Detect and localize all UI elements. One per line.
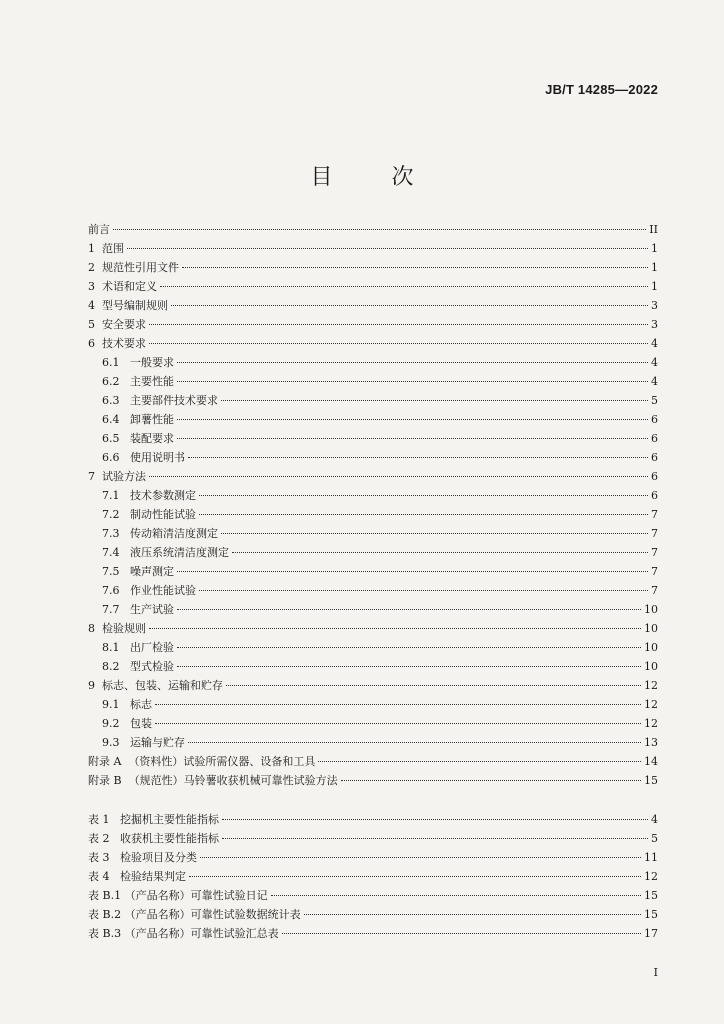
toc-entry-title: 检验项目及分类 (120, 851, 197, 864)
toc-entry-title: 检验规则 (102, 622, 146, 635)
toc-entry-page: 10 (644, 622, 658, 635)
toc-entry-title: 标志 (129, 698, 152, 711)
toc-entry[interactable] (88, 752, 658, 771)
toc-entry-title: 装配要求 (129, 432, 174, 445)
toc-entry-title: 制动性能试验 (129, 508, 196, 521)
toc-entry-page: 4 (651, 337, 658, 350)
toc-entry-title: 范围 (102, 242, 124, 255)
toc-entry[interactable] (88, 524, 658, 543)
toc-entry[interactable] (88, 429, 658, 448)
dot-leader (177, 381, 648, 382)
dot-leader (199, 590, 648, 591)
dot-leader (149, 476, 648, 477)
toc-entry-title: 术语和定义 (102, 280, 157, 293)
toc-entry[interactable] (88, 638, 658, 657)
toc-entry[interactable] (88, 486, 658, 505)
toc-entry-page: 3 (651, 299, 658, 312)
toc-entry-page: 12 (644, 717, 658, 730)
toc-entry-number: 6.5 (102, 432, 130, 445)
dot-leader (226, 685, 641, 686)
toc-entry-page: 15 (644, 908, 658, 921)
toc-entry-title: 噪声测定 (129, 565, 174, 578)
toc-entry-number: 9.3 (102, 736, 130, 749)
toc-entry-number: 6.4 (102, 413, 130, 426)
toc-entry-number: 2 (88, 261, 102, 274)
toc-entry[interactable] (88, 410, 658, 429)
toc-entry-page: 3 (651, 318, 658, 331)
toc-entry-number: 附录 B (88, 774, 129, 787)
toc-entry-page: 10 (644, 641, 658, 654)
dot-leader (222, 819, 648, 820)
toc-entry[interactable] (88, 315, 658, 334)
toc-entry-number: 8.2 (102, 660, 130, 673)
toc-sections (88, 220, 658, 790)
dot-leader (177, 571, 648, 572)
toc-entry-page: 12 (644, 870, 658, 883)
toc-entry-title: （产品名称）可靠性试验日记 (124, 889, 268, 902)
toc-entry-title: （资料性）试验所需仪器、设备和工具 (128, 755, 316, 768)
toc-entry[interactable] (88, 391, 658, 410)
dot-leader (199, 495, 648, 496)
toc-gap (88, 790, 658, 810)
toc-entry-number: 9.2 (102, 717, 130, 730)
dot-leader (149, 324, 648, 325)
toc-entry-page: 7 (651, 527, 658, 540)
toc-entry-number: 7 (88, 470, 102, 483)
toc-entry-page: 4 (651, 375, 658, 388)
toc-entry-title: 运输与贮存 (129, 736, 185, 749)
dot-leader (221, 533, 648, 534)
toc-entry-number: 8.1 (102, 641, 130, 654)
toc-entry-page: 17 (644, 927, 658, 940)
dot-leader (282, 933, 641, 934)
toc-entry[interactable] (88, 810, 658, 829)
toc-entry-page: 10 (644, 603, 658, 616)
dot-leader (188, 457, 648, 458)
toc-entry-number: 9 (88, 679, 102, 692)
toc-entry-number: 6.2 (102, 375, 130, 388)
toc-entry-page: 7 (651, 546, 658, 559)
toc-entry-title: 挖掘机主要性能指标 (120, 813, 219, 826)
toc-entry-title: 型式检验 (129, 660, 174, 673)
dot-leader (177, 666, 641, 667)
toc-entry[interactable] (88, 505, 658, 524)
dot-leader (177, 609, 641, 610)
toc-entry[interactable] (88, 543, 658, 562)
toc-entry-title: 规范性引用文件 (102, 261, 179, 274)
toc-entry-number: 8 (88, 622, 102, 635)
toc-entry[interactable] (88, 886, 658, 905)
toc-entry-title: 使用说明书 (129, 451, 185, 464)
toc-entry-number: 9.1 (102, 698, 130, 711)
toc-entry-title: （规范性）马铃薯收获机械可靠性试验方法 (128, 774, 338, 787)
toc-entry-title: 作业性能试验 (129, 584, 196, 597)
toc-entry-page: 15 (644, 889, 658, 902)
toc-entry-number: 6.1 (102, 356, 130, 369)
toc-entry-title: 生产试验 (129, 603, 174, 616)
toc-entry-title: 卸薯性能 (129, 413, 174, 426)
dot-leader (155, 704, 641, 705)
toc-entry-number: 7.2 (102, 508, 130, 521)
toc-entry-number: 表 B.1 (88, 889, 125, 902)
toc-entry[interactable] (88, 448, 658, 467)
toc-entry[interactable] (88, 829, 658, 848)
toc-entry-page: 6 (651, 432, 658, 445)
toc-entry-page: 6 (651, 413, 658, 426)
toc-entry-title: 型号编制规则 (102, 299, 168, 312)
toc-entry-title: （产品名称）可靠性试验汇总表 (124, 927, 279, 940)
toc-entry[interactable] (88, 905, 658, 924)
toc-entry-page: 5 (651, 832, 658, 845)
toc-entry-page: 15 (644, 774, 658, 787)
toc-entry[interactable] (88, 848, 658, 867)
toc-entry-number: 表 1 (88, 813, 120, 826)
toc-entry-page: 13 (644, 736, 658, 749)
toc-entry-number: 6.3 (102, 394, 130, 407)
toc-entry-page: II (649, 223, 658, 236)
toc-entry[interactable] (88, 372, 658, 391)
toc-entry-number: 附录 A (88, 755, 129, 768)
dot-leader (149, 628, 641, 629)
dot-leader (188, 742, 641, 743)
toc-entry-title: 收获机主要性能指标 (120, 832, 219, 845)
toc-entry[interactable] (88, 258, 658, 277)
toc-entry-number: 表 4 (88, 870, 120, 883)
toc-entry-number: 7.1 (102, 489, 130, 502)
toc-entry[interactable] (88, 562, 658, 581)
toc-entry-page: 6 (651, 451, 658, 464)
dot-leader (127, 248, 648, 249)
toc-entry[interactable] (88, 277, 658, 296)
toc-entry-number: 表 2 (88, 832, 120, 845)
dot-leader (160, 286, 648, 287)
standard-code: JB/T 14285—2022 (545, 82, 658, 97)
dot-leader (182, 267, 648, 268)
toc-tables-list (88, 810, 658, 943)
toc-entry[interactable] (88, 714, 658, 733)
dot-leader (189, 876, 641, 877)
toc-entry-number: 表 B.3 (88, 927, 125, 940)
toc-entry-number: 3 (88, 280, 102, 293)
dot-leader (113, 229, 646, 230)
toc-entry[interactable] (88, 676, 658, 695)
toc-entry-number: 7.7 (102, 603, 130, 616)
toc-entry-number: 表 3 (88, 851, 120, 864)
toc-entry-title: 安全要求 (102, 318, 146, 331)
toc-entry-page: 7 (651, 565, 658, 578)
toc-entry-page: 4 (651, 356, 658, 369)
dot-leader (271, 895, 641, 896)
toc-entry-number: 6 (88, 337, 102, 350)
toc-entry-title: 技术参数测定 (129, 489, 196, 502)
toc-entry[interactable] (88, 467, 658, 486)
toc-entry[interactable] (88, 695, 658, 714)
toc-entry-number: 7.3 (102, 527, 130, 540)
toc-entry-title: 前言 (88, 223, 110, 236)
dot-leader (200, 857, 641, 858)
toc-entry-title: 检验结果判定 (120, 870, 186, 883)
dot-leader (221, 400, 648, 401)
dot-leader (232, 552, 648, 553)
toc-entry-number: 7.6 (102, 584, 130, 597)
dot-leader (177, 647, 641, 648)
toc-entry-number: 7.5 (102, 565, 130, 578)
toc-entry-title: 包装 (129, 717, 152, 730)
dot-leader (149, 343, 648, 344)
toc-entry-page: 10 (644, 660, 658, 673)
toc-entry-page: 14 (644, 755, 658, 768)
footer-page-number: I (653, 966, 658, 979)
dot-leader (222, 838, 648, 839)
toc-entry-page: 12 (644, 698, 658, 711)
dot-leader (177, 438, 648, 439)
toc-entry-number: 4 (88, 299, 102, 312)
toc-entry-title: 试验方法 (102, 470, 146, 483)
toc-entry-title: 主要部件技术要求 (129, 394, 218, 407)
dot-leader (177, 362, 648, 363)
toc-entry-title: （产品名称）可靠性试验数据统计表 (124, 908, 301, 921)
toc-entry-title: 传动箱清洁度测定 (129, 527, 218, 540)
toc-entry-title: 主要性能 (129, 375, 174, 388)
toc-entry[interactable] (88, 924, 658, 943)
dot-leader (171, 305, 648, 306)
dot-leader (341, 780, 641, 781)
toc-entry-title: 液压系统清洁度测定 (129, 546, 229, 559)
page-title: 目 次 (310, 165, 440, 190)
toc-entry-page: 11 (644, 851, 658, 864)
toc-entry-number: 表 B.2 (88, 908, 125, 921)
toc-entry[interactable] (88, 600, 658, 619)
toc-entry-page: 4 (651, 813, 658, 826)
dot-leader (318, 761, 641, 762)
toc-entry-number: 1 (88, 242, 102, 255)
toc-entry[interactable] (88, 239, 658, 258)
toc-entry-title: 一般要求 (129, 356, 174, 369)
toc-entry[interactable] (88, 733, 658, 752)
table-of-contents (88, 220, 658, 943)
dot-leader (177, 419, 648, 420)
toc-entry-page: 1 (651, 261, 658, 274)
toc-entry-page: 1 (651, 280, 658, 293)
dot-leader (199, 514, 648, 515)
toc-entry-page: 5 (651, 394, 658, 407)
toc-entry-title: 技术要求 (102, 337, 146, 350)
toc-entry[interactable] (88, 353, 658, 372)
toc-entry[interactable] (88, 619, 658, 638)
toc-entry[interactable] (88, 771, 658, 790)
toc-entry-page: 1 (651, 242, 658, 255)
toc-entry-page: 7 (651, 584, 658, 597)
toc-entry-page: 6 (651, 470, 658, 483)
toc-entry-number: 5 (88, 318, 102, 331)
toc-entry[interactable] (88, 867, 658, 886)
toc-entry[interactable] (88, 581, 658, 600)
toc-entry-title: 标志、包装、运输和贮存 (102, 679, 223, 692)
toc-entry-number: 6.6 (102, 451, 130, 464)
toc-entry-page: 6 (651, 489, 658, 502)
toc-entry[interactable] (88, 334, 658, 353)
dot-leader (304, 914, 641, 915)
toc-entry[interactable] (88, 296, 658, 315)
toc-entry-title: 出厂检验 (129, 641, 174, 654)
toc-entry-page: 7 (651, 508, 658, 521)
toc-entry-page: 12 (644, 679, 658, 692)
toc-entry[interactable] (88, 220, 658, 239)
toc-entry-number: 7.4 (102, 546, 130, 559)
dot-leader (155, 723, 641, 724)
toc-entry[interactable] (88, 657, 658, 676)
